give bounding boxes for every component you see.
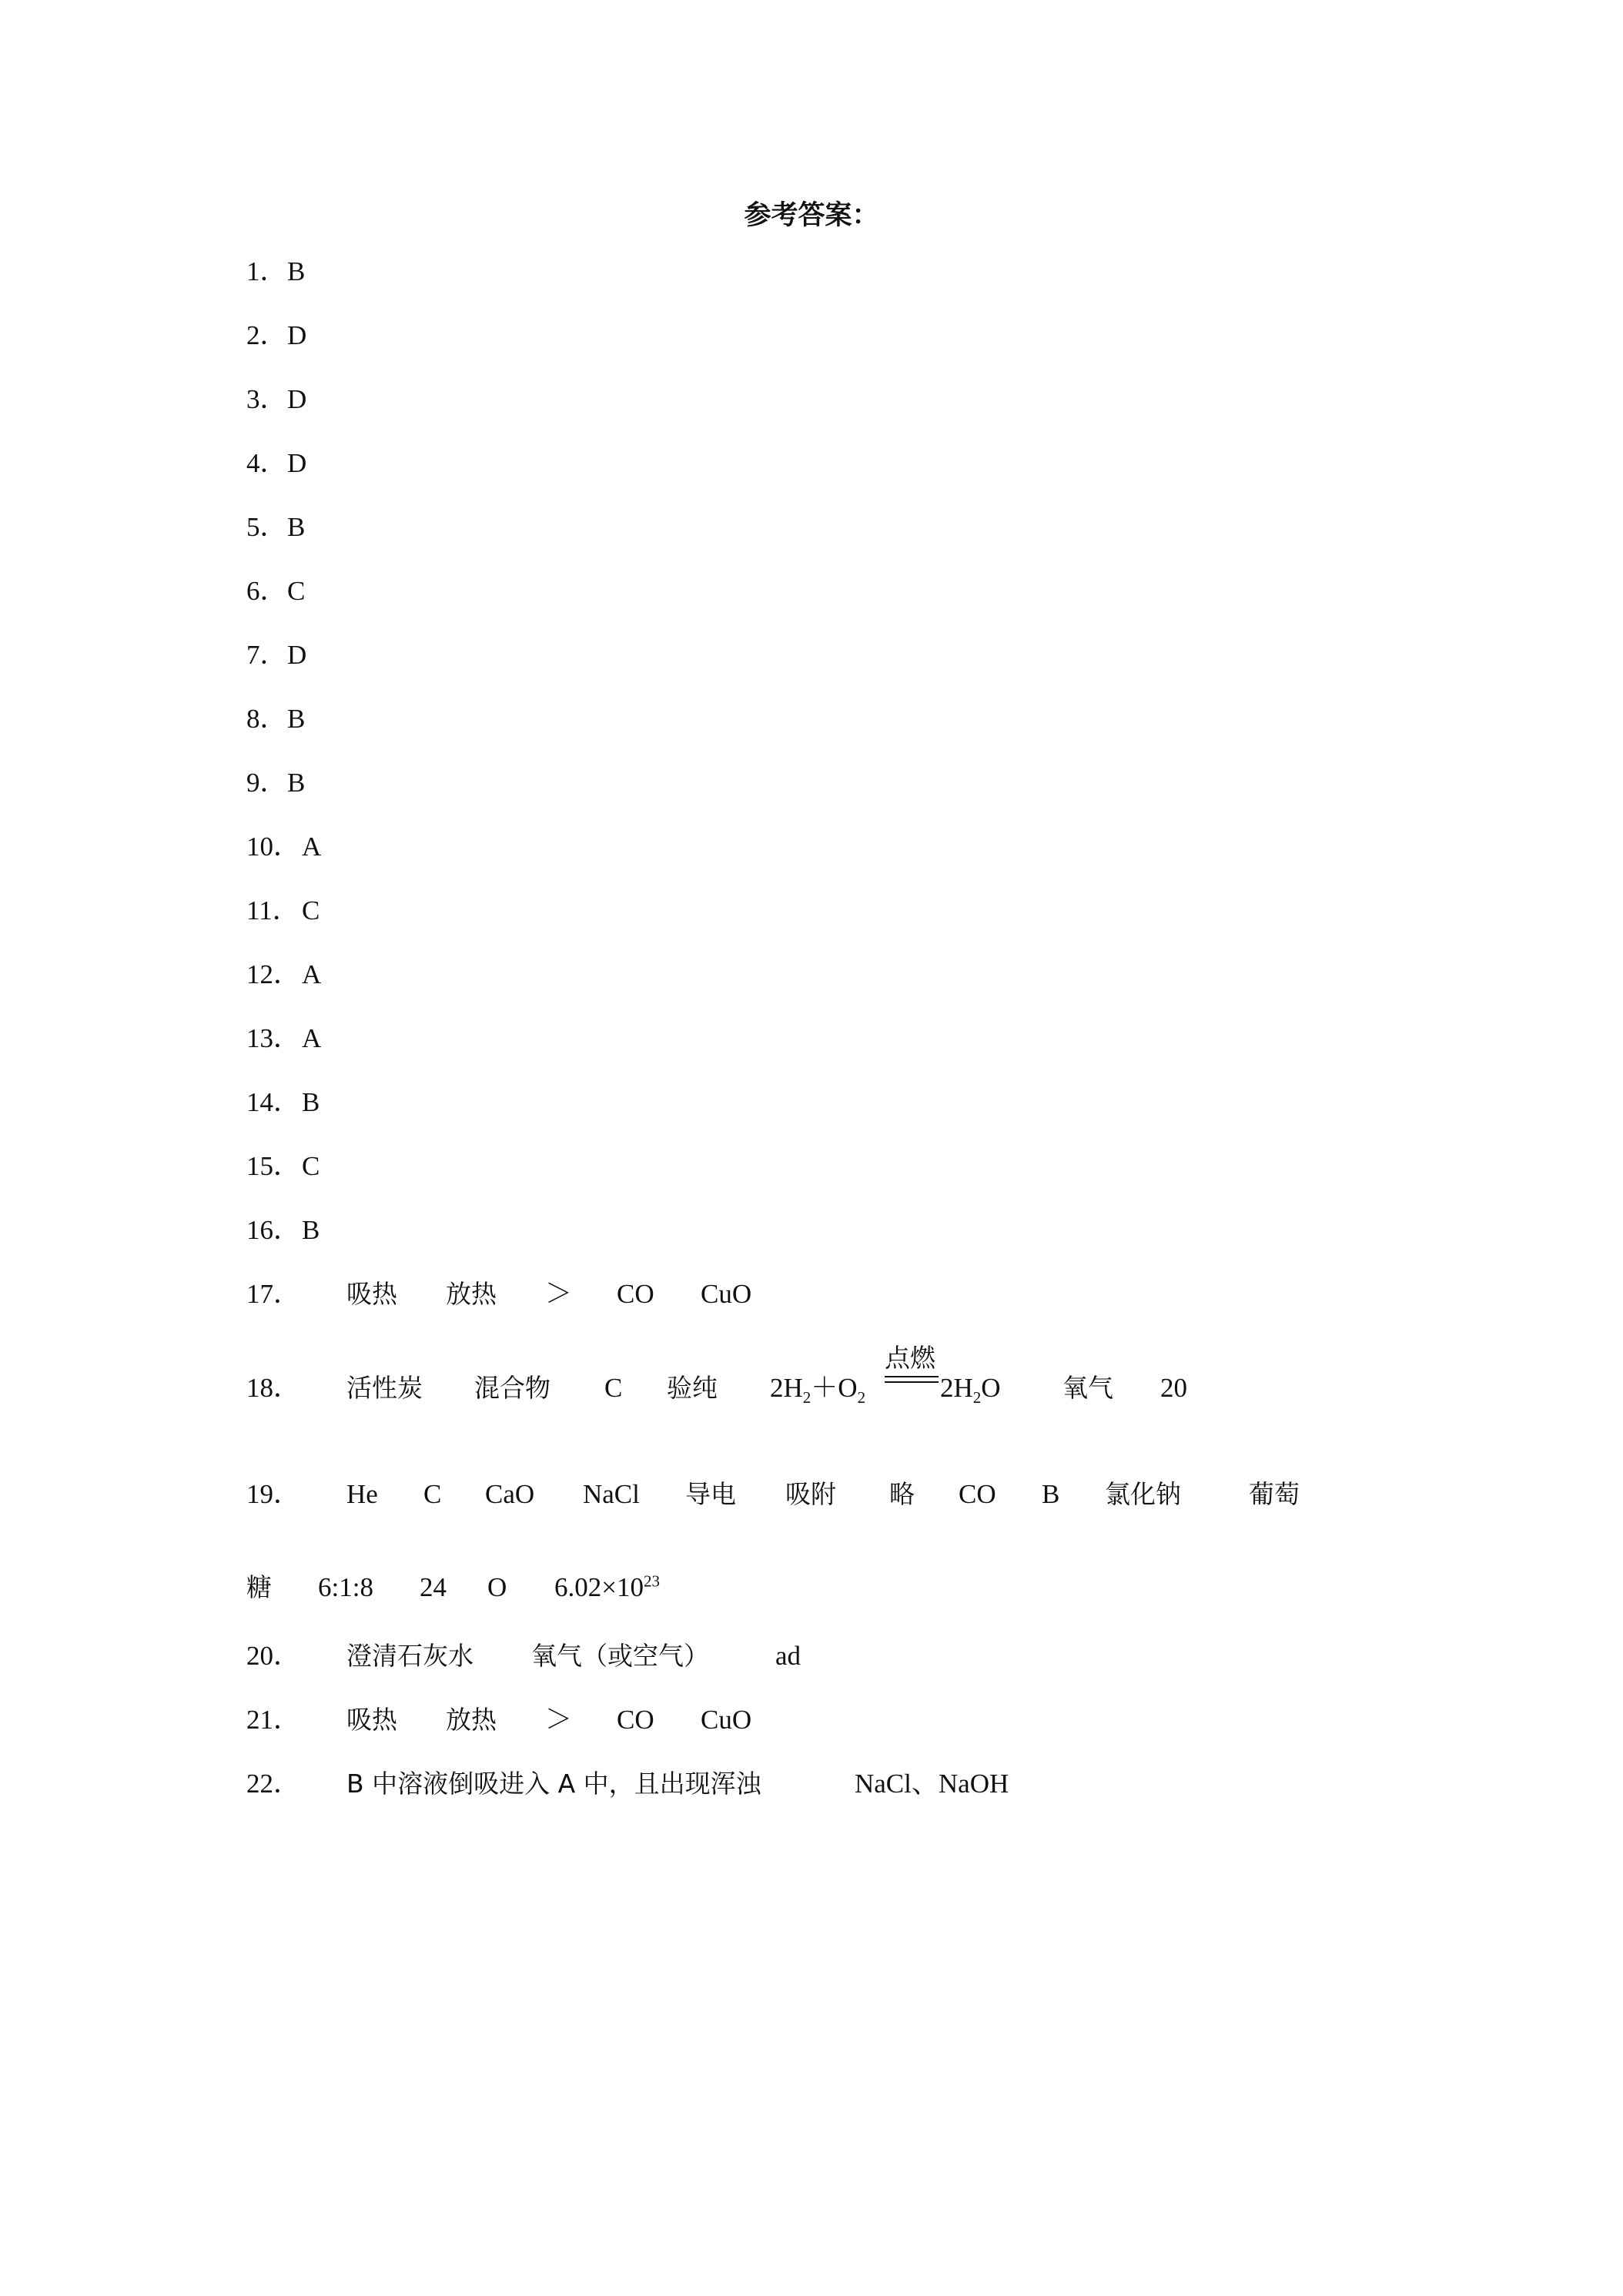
question-number: 2． xyxy=(246,320,287,350)
question-number: 9． xyxy=(246,768,287,798)
answer-value: 混合物 xyxy=(474,1373,550,1403)
question-number: 17． xyxy=(246,1279,301,1309)
scientific-number xyxy=(554,1568,660,1607)
question-number: 3． xyxy=(246,384,287,414)
subscript: 2 xyxy=(857,1388,866,1407)
answer-value: 氧气 xyxy=(1062,1373,1113,1403)
answer-value: B xyxy=(287,256,306,286)
answer-value: 放热 xyxy=(446,1705,497,1735)
question-number: 5． xyxy=(246,512,287,542)
answer-value: 导电 xyxy=(685,1479,736,1509)
question-number: 14． xyxy=(246,1087,301,1117)
answer-value: 吸热 xyxy=(346,1705,397,1735)
equation-reactant-o2: ＋O xyxy=(811,1373,858,1403)
answer-value: 6:1:8 xyxy=(318,1572,373,1602)
answer-value: A xyxy=(302,832,322,862)
answer-value: 澄清石灰水 xyxy=(346,1641,474,1671)
answer-value: CuO xyxy=(701,1279,752,1309)
answer-value: ad xyxy=(775,1641,801,1671)
answer-value: NaCl xyxy=(583,1479,640,1509)
answer-value: 吸附 xyxy=(785,1479,836,1509)
page-title: 参考答案： xyxy=(744,200,879,231)
answer-value: 20 xyxy=(1160,1373,1187,1403)
question-number: 19． xyxy=(246,1479,301,1509)
answer-value: 吸热 xyxy=(346,1279,397,1309)
answer-value: CO xyxy=(959,1479,996,1509)
answer-value: A xyxy=(302,1023,322,1053)
question-number: 12． xyxy=(246,959,301,989)
answer-value: 略 xyxy=(889,1479,915,1509)
answer-value: C xyxy=(287,576,306,606)
equation-product-h2o: 2H xyxy=(940,1373,973,1403)
equation-product xyxy=(940,1369,1001,1407)
question-number: 13． xyxy=(246,1023,301,1053)
question-number: 22． xyxy=(246,1769,301,1799)
answer-value: 活性炭 xyxy=(346,1373,423,1403)
sci-exponent: 23 xyxy=(644,1571,660,1591)
answer-value: NaCl、NaOH xyxy=(855,1769,1009,1799)
answer-value: D xyxy=(287,448,307,478)
question-number: 20． xyxy=(246,1641,301,1671)
answer-value: B 中溶液倒吸进入 A 中，且出现浑浊 xyxy=(346,1769,761,1799)
answer-value: CO xyxy=(617,1705,654,1735)
answer-value: CO xyxy=(617,1279,654,1309)
question-number: 11． xyxy=(246,895,300,925)
answer-value: B xyxy=(302,1215,320,1245)
subscript: 2 xyxy=(802,1388,812,1407)
chemical-equation xyxy=(770,1369,865,1407)
answer-value: B xyxy=(302,1087,320,1117)
equals-double-line xyxy=(885,1376,939,1383)
question-number: 10． xyxy=(246,832,301,862)
question-number: 7． xyxy=(246,640,287,670)
answer-value: D xyxy=(287,320,307,350)
answer-value: C xyxy=(302,895,320,925)
answer-value: C xyxy=(302,1151,320,1181)
question-number: 16． xyxy=(246,1215,301,1245)
answer-value: B xyxy=(287,768,306,798)
answer-value: B xyxy=(287,704,306,734)
answer-value: 验纯 xyxy=(667,1373,718,1403)
sci-base: 6.02×10 xyxy=(554,1572,644,1602)
answer-value: 糖 xyxy=(246,1572,272,1602)
answer-value: B xyxy=(287,512,306,542)
equation-product-o: O xyxy=(981,1373,1001,1403)
question-number: 15． xyxy=(246,1151,301,1181)
answer-value: 氯化钠 xyxy=(1105,1479,1181,1509)
answer-value: ＞ xyxy=(545,1279,573,1309)
answer-value: O xyxy=(487,1572,507,1602)
answer-value: B xyxy=(1042,1479,1060,1509)
answer-value: D xyxy=(287,384,307,414)
answer-value: A xyxy=(302,959,322,989)
question-number: 21． xyxy=(246,1705,301,1735)
question-number: 8． xyxy=(246,704,287,734)
answer-value: CuO xyxy=(701,1705,752,1735)
answer-value: 氧气（或空气） xyxy=(531,1641,709,1671)
question-number: 18． xyxy=(246,1373,301,1403)
answer-value: ＞ xyxy=(545,1705,573,1735)
equation-reactant-h2: 2H xyxy=(770,1373,803,1403)
answer-value: C xyxy=(604,1373,623,1403)
reaction-condition: 点燃 xyxy=(885,1343,935,1373)
answer-value: 葡萄 xyxy=(1249,1479,1300,1509)
answer-value: 24 xyxy=(420,1572,447,1602)
answer-value: He xyxy=(346,1479,378,1509)
question-number: 6． xyxy=(246,576,287,606)
question-number: 1． xyxy=(246,256,287,286)
answer-value: CaO xyxy=(485,1479,535,1509)
answer-value: D xyxy=(287,640,307,670)
subscript: 2 xyxy=(972,1388,982,1407)
answer-value: 放热 xyxy=(446,1279,497,1309)
answer-value: C xyxy=(423,1479,442,1509)
question-number: 4． xyxy=(246,448,287,478)
